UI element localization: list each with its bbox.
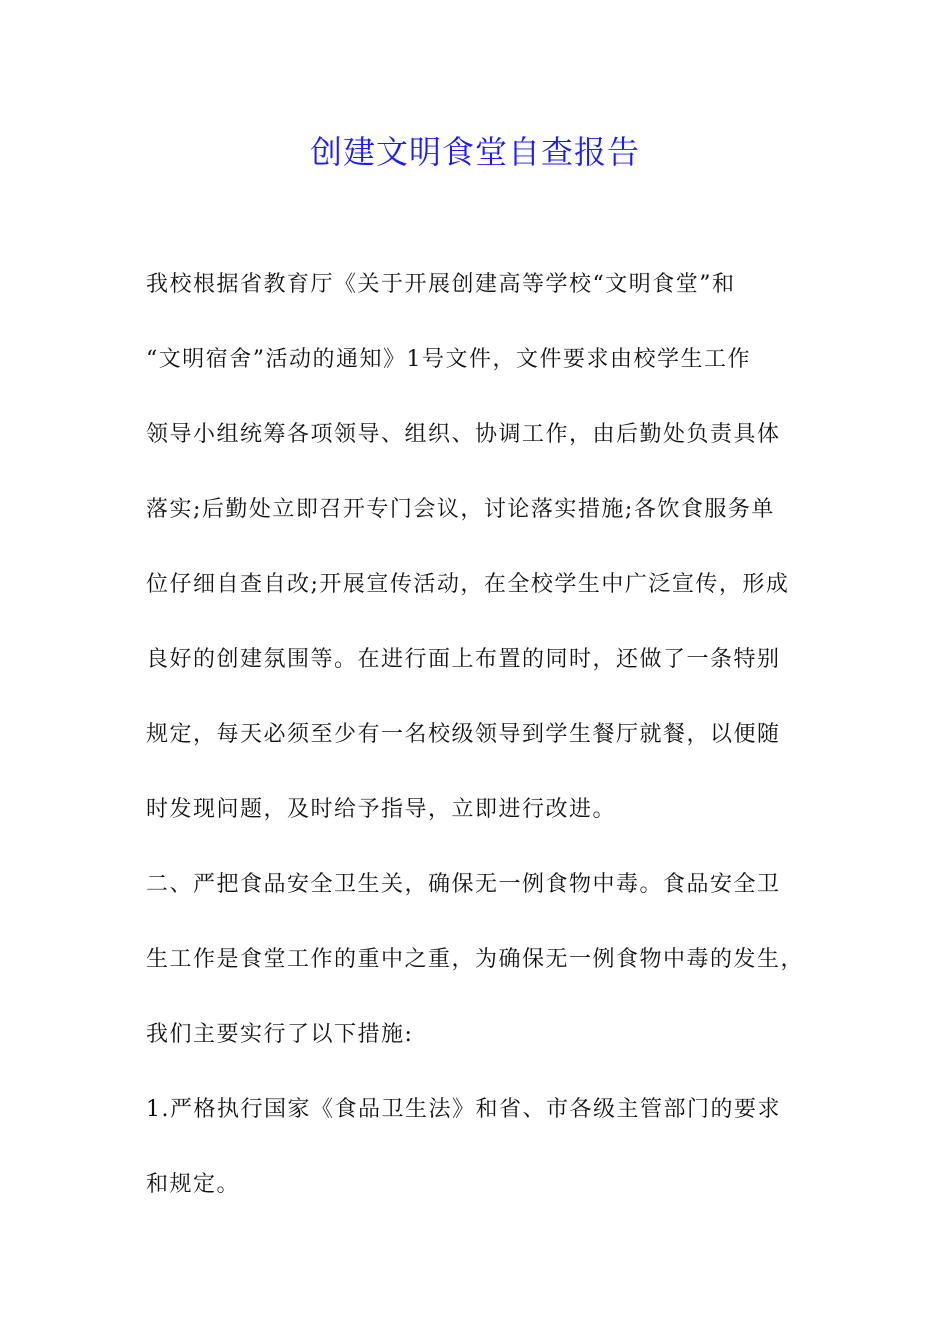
paragraph-line: “文明宿舍”活动的通知》1号文件，文件要求由校学生工作 — [146, 347, 751, 372]
document-title: 创建文明食堂自查报告 — [309, 133, 640, 171]
paragraph-line: 我校根据省教育厅《关于开展创建高等学校“文明食堂”和 — [146, 272, 736, 297]
paragraph-line: 1.严格执行国家《食品卫生法》和省、市各级主管部门的要求 — [146, 1097, 781, 1122]
paragraph-line: 时发现问题，及时给予指导，立即进行改进。 — [146, 797, 617, 822]
paragraph-line: 规定，每天必须至少有一名校级领导到学生餐厅就餐，以便随 — [146, 722, 781, 747]
paragraph-line: 位仔细自查自改;开展宣传活动，在全校学生中广泛宣传，形成 — [146, 572, 790, 597]
paragraph-line: 我们主要实行了以下措施: — [146, 1022, 414, 1047]
paragraph-line: 生工作是食堂工作的重中之重，为确保无一例食物中毒的发生， — [146, 947, 805, 972]
paragraph-line: 和规定。 — [146, 1172, 241, 1197]
paragraph-line: 领导小组统筹各项领导、组织、协调工作，由后勤处负责具体 — [146, 422, 781, 447]
paragraph-line: 良好的创建氛围等。在进行面上布置的同时，还做了一条特别 — [146, 647, 781, 672]
paragraph-line: 落实;后勤处立即召开专门会议，讨论落实措施;各饮食服务单 — [146, 497, 775, 522]
paragraph-line: 二、严把食品安全卫生关，确保无一例食物中毒。食品安全卫 — [146, 872, 781, 897]
